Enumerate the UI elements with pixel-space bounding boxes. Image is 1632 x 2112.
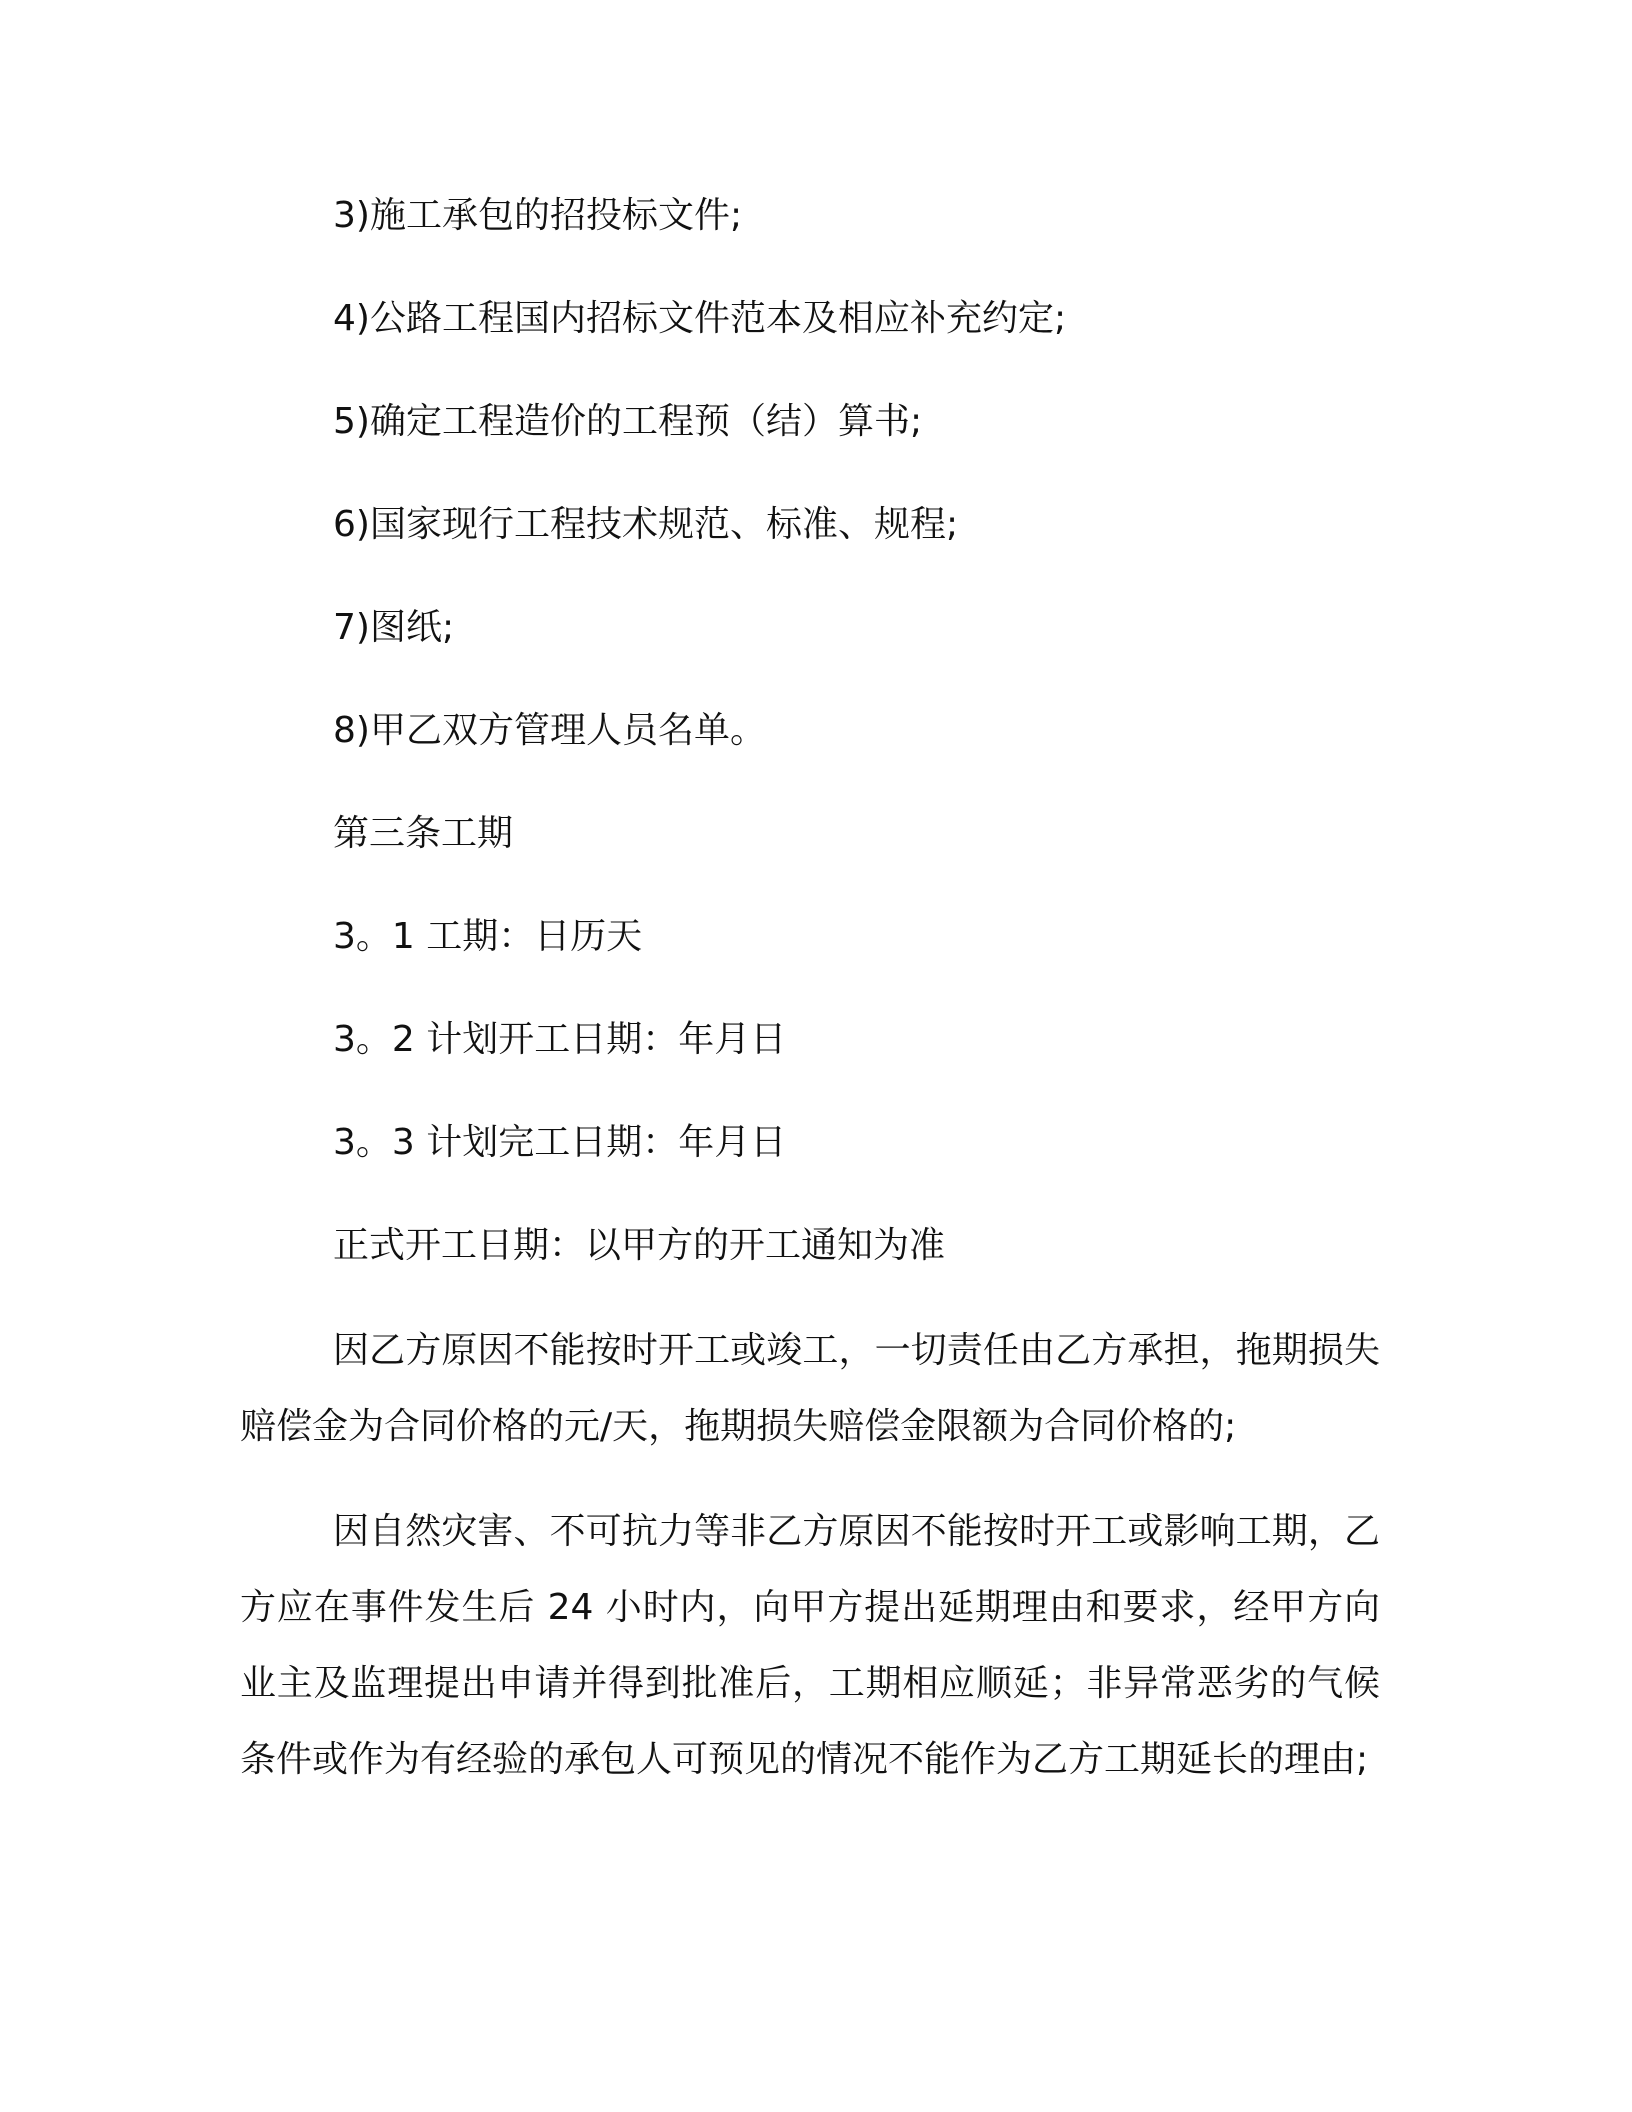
list-item-3: 3)施工承包的招投标文件; — [333, 195, 743, 236]
section-title: 第三条工期 — [333, 813, 514, 854]
list-item-8: 8)甲乙双方管理人员名单。 — [333, 710, 766, 751]
schedule-item-duration: 3。1 工期：日历天 — [333, 916, 643, 957]
delay-liability-paragraph: 因乙方原因不能按时开工或竣工，一切责任由乙方承担，拖期损失赔偿金为合同价格的元/天，拖期损失赔偿金限额为合同价格的; — [240, 1330, 1380, 1447]
list-item-7: 7)图纸; — [333, 607, 455, 648]
force-majeure-paragraph: 因自然灾害、不可抗力等非乙方原因不能按时开工或影响工期，乙方应在事件发生后 24 小时内，向甲方提出延期理由和要求，经甲方向业主及监理提出申请并得到批准后，工期相应顺延；非异常恶劣的气候条件或作为有经验的承包人可预见的情况不能作为乙方工期延长的理由; — [240, 1511, 1380, 1780]
list-item-6: 6)国家现行工程技术规范、标准、规程; — [333, 504, 959, 545]
formal-start-date: 正式开工日期：以甲方的开工通知为准 — [333, 1225, 946, 1266]
list-item-5: 5)确定工程造价的工程预（结）算书; — [333, 401, 923, 442]
schedule-item-planned-finish: 3。3 计划完工日期：年月日 — [333, 1122, 787, 1163]
list-item-4: 4)公路工程国内招标文件范本及相应补充约定; — [333, 298, 1067, 339]
schedule-item-planned-start: 3。2 计划开工日期：年月日 — [333, 1019, 787, 1060]
